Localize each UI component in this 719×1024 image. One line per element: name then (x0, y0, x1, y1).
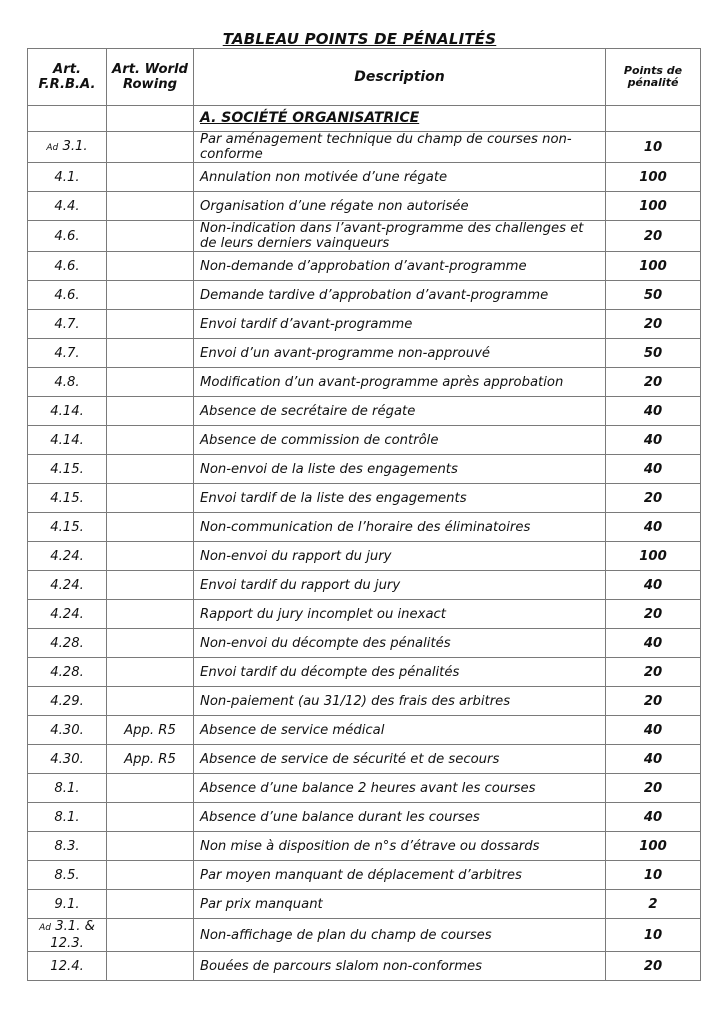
cell-art-world-rowing (107, 571, 194, 600)
cell-description: Envoi tardif de la liste des engagements (194, 484, 606, 513)
table-row (28, 774, 701, 803)
cell-description: Par moyen manquant de déplacement d’arbitres (194, 861, 606, 890)
cell-points: 100 (606, 163, 701, 192)
art-number: 4.15. (50, 490, 84, 506)
art-number: 4.29. (50, 693, 84, 709)
cell-points: 20 (606, 774, 701, 803)
table-row (28, 397, 701, 426)
art-number: 3.1. & 12.3. (50, 919, 95, 951)
cell-points: 20 (606, 368, 701, 397)
cell-description: Absence d’une balance 2 heures avant les courses (194, 774, 606, 803)
cell-art-world-rowing (107, 192, 194, 221)
cell-art-frba (28, 310, 107, 339)
art-number: 4.24. (50, 577, 84, 593)
cell-art-frba (28, 542, 107, 571)
art-number: 3.1. (62, 138, 88, 154)
cell-description: Non-communication de l’horaire des éliminatoires (194, 513, 606, 542)
cell-art-world-rowing (107, 629, 194, 658)
cell-art-world-rowing (107, 890, 194, 919)
cell-points: 20 (606, 310, 701, 339)
cell-points: 40 (606, 426, 701, 455)
cell-points: 40 (606, 513, 701, 542)
table-row (28, 600, 701, 629)
cell-points: 100 (606, 832, 701, 861)
cell-description: Absence de commission de contrôle (194, 426, 606, 455)
cell-description: Non-demande d’approbation d’avant-programme (194, 252, 606, 281)
cell-description: Bouées de parcours slalom non-conformes (194, 952, 606, 981)
cell-description: Par aménagement technique du champ de courses non-conforme (194, 132, 606, 163)
cell-description: Absence de service de sécurité et de secours (194, 745, 606, 774)
art-number: 4.7. (54, 345, 80, 361)
cell-art-frba (28, 221, 107, 252)
cell-art-frba (28, 629, 107, 658)
cell-art-world-rowing (107, 221, 194, 252)
table-row (28, 163, 701, 192)
table-row (28, 368, 701, 397)
cell-art-world-rowing (107, 832, 194, 861)
cell-description: Absence de service médical (194, 716, 606, 745)
cell-points: 50 (606, 281, 701, 310)
table-row (28, 861, 701, 890)
table-row (28, 132, 701, 163)
table-row (28, 629, 701, 658)
cell-description: Par prix manquant (194, 890, 606, 919)
cell-description: Annulation non motivée d’une régate (194, 163, 606, 192)
section-empty-pts (606, 106, 701, 132)
cell-description: Non-paiement (au 31/12) des frais des arbitres (194, 687, 606, 716)
cell-description: Envoi d’un avant-programme non-approuvé (194, 339, 606, 368)
art-number: 8.1. (54, 780, 80, 796)
cell-art-world-rowing (107, 952, 194, 981)
table-row (28, 310, 701, 339)
art-number: 4.14. (50, 432, 84, 448)
table-row (28, 716, 701, 745)
cell-art-frba (28, 132, 107, 163)
table-row (28, 221, 701, 252)
cell-art-world-rowing (107, 132, 194, 163)
cell-art-world-rowing (107, 368, 194, 397)
ad-prefix: Ad (39, 923, 52, 933)
cell-art-world-rowing: App. R5 (107, 745, 194, 774)
cell-art-world-rowing (107, 600, 194, 629)
art-number: 8.3. (54, 838, 80, 854)
cell-art-world-rowing: App. R5 (107, 716, 194, 745)
cell-art-frba (28, 455, 107, 484)
cell-points: 20 (606, 687, 701, 716)
table-row (28, 803, 701, 832)
cell-description: Modification d’un avant-programme après approbation (194, 368, 606, 397)
table-row (28, 542, 701, 571)
table-row (28, 745, 701, 774)
art-number: 4.4. (54, 198, 80, 214)
table-row (28, 252, 701, 281)
cell-points: 10 (606, 919, 701, 952)
cell-art-world-rowing (107, 252, 194, 281)
cell-points: 20 (606, 484, 701, 513)
art-number: 12.4. (50, 958, 84, 974)
cell-art-frba (28, 774, 107, 803)
cell-points: 50 (606, 339, 701, 368)
art-number: 4.14. (50, 403, 84, 419)
cell-art-world-rowing (107, 310, 194, 339)
cell-art-world-rowing (107, 455, 194, 484)
cell-points: 40 (606, 571, 701, 600)
art-number: 4.24. (50, 548, 84, 564)
cell-art-world-rowing (107, 426, 194, 455)
cell-description: Envoi tardif d’avant-programme (194, 310, 606, 339)
cell-points: 20 (606, 221, 701, 252)
table-row (28, 952, 701, 981)
cell-art-frba (28, 163, 107, 192)
cell-art-frba (28, 861, 107, 890)
header-description: Description (194, 49, 606, 106)
cell-description: Organisation d’une régate non autorisée (194, 192, 606, 221)
cell-art-frba (28, 281, 107, 310)
cell-art-frba (28, 745, 107, 774)
cell-description: Non-indication dans l’avant-programme des challenges et de leurs derniers vainqueurs (194, 221, 606, 252)
penalty-table (27, 48, 701, 981)
header-art-frba: Art. F.R.B.A. (28, 49, 107, 106)
cell-art-world-rowing (107, 397, 194, 426)
cell-art-frba (28, 192, 107, 221)
art-number: 9.1. (54, 896, 80, 912)
cell-description: Demande tardive d’approbation d’avant-programme (194, 281, 606, 310)
section-row (28, 106, 701, 132)
cell-art-frba (28, 484, 107, 513)
table-row (28, 832, 701, 861)
cell-art-world-rowing (107, 163, 194, 192)
table-row (28, 339, 701, 368)
cell-art-frba (28, 919, 107, 952)
cell-art-world-rowing (107, 687, 194, 716)
cell-art-frba (28, 952, 107, 981)
art-number: 4.6. (54, 287, 80, 303)
cell-points: 20 (606, 658, 701, 687)
art-number: 8.1. (54, 809, 80, 825)
cell-description: Envoi tardif du décompte des pénalités (194, 658, 606, 687)
art-number: 8.5. (54, 867, 80, 883)
art-number: 4.15. (50, 461, 84, 477)
table-row (28, 426, 701, 455)
cell-art-world-rowing (107, 484, 194, 513)
art-number: 4.6. (54, 228, 80, 244)
cell-description: Non-envoi du rapport du jury (194, 542, 606, 571)
cell-description: Envoi tardif du rapport du jury (194, 571, 606, 600)
table-row (28, 919, 701, 952)
art-number: 4.7. (54, 316, 80, 332)
page-title: TABLEAU POINTS DE PÉNALITÉS (222, 30, 497, 48)
art-number: 4.24. (50, 606, 84, 622)
cell-art-frba (28, 803, 107, 832)
header-row (28, 49, 701, 106)
section-title: A. SOCIÉTÉ ORGANISATRICE (194, 106, 606, 132)
table-row (28, 484, 701, 513)
cell-points: 20 (606, 600, 701, 629)
table-row (28, 192, 701, 221)
table-row (28, 571, 701, 600)
cell-art-world-rowing (107, 281, 194, 310)
table-row (28, 281, 701, 310)
ad-prefix: Ad (46, 142, 59, 153)
cell-art-world-rowing (107, 658, 194, 687)
cell-art-world-rowing (107, 513, 194, 542)
cell-art-frba (28, 687, 107, 716)
cell-art-world-rowing (107, 774, 194, 803)
art-number: 4.28. (50, 664, 84, 680)
cell-points: 10 (606, 132, 701, 163)
cell-description: Non-envoi de la liste des engagements (194, 455, 606, 484)
cell-points: 2 (606, 890, 701, 919)
cell-description: Absence de secrétaire de régate (194, 397, 606, 426)
cell-description: Rapport du jury incomplet ou inexact (194, 600, 606, 629)
cell-points: 40 (606, 803, 701, 832)
cell-art-world-rowing (107, 919, 194, 952)
cell-art-frba (28, 339, 107, 368)
art-number: 4.30. (50, 722, 84, 738)
cell-art-world-rowing (107, 861, 194, 890)
cell-description: Non mise à disposition de n°s d’étrave ou dossards (194, 832, 606, 861)
table-row (28, 687, 701, 716)
cell-points: 40 (606, 397, 701, 426)
art-number: 4.15. (50, 519, 84, 535)
cell-art-frba (28, 658, 107, 687)
cell-points: 100 (606, 252, 701, 281)
cell-art-frba (28, 600, 107, 629)
table-row (28, 890, 701, 919)
cell-art-frba (28, 716, 107, 745)
cell-points: 100 (606, 542, 701, 571)
header-art-world-rowing: Art. World Rowing (107, 49, 194, 106)
art-number: 4.30. (50, 751, 84, 767)
cell-art-frba (28, 426, 107, 455)
cell-art-frba (28, 513, 107, 542)
section-empty-art (28, 106, 107, 132)
cell-description: Non-envoi du décompte des pénalités (194, 629, 606, 658)
header-points: Points de pénalité (606, 49, 701, 106)
cell-points: 40 (606, 629, 701, 658)
cell-points: 40 (606, 745, 701, 774)
table-row (28, 658, 701, 687)
cell-art-world-rowing (107, 803, 194, 832)
cell-points: 10 (606, 861, 701, 890)
section-empty-wr (107, 106, 194, 132)
table-row (28, 455, 701, 484)
cell-points: 100 (606, 192, 701, 221)
cell-art-frba (28, 252, 107, 281)
cell-art-frba (28, 832, 107, 861)
table-row (28, 513, 701, 542)
cell-art-world-rowing (107, 339, 194, 368)
cell-art-frba (28, 571, 107, 600)
cell-points: 20 (606, 952, 701, 981)
cell-art-frba (28, 397, 107, 426)
cell-points: 40 (606, 716, 701, 745)
cell-art-world-rowing (107, 542, 194, 571)
art-number: 4.8. (54, 374, 80, 390)
cell-description: Non-affichage de plan du champ de courses (194, 919, 606, 952)
cell-art-frba (28, 368, 107, 397)
art-number: 4.6. (54, 258, 80, 274)
cell-art-frba (28, 890, 107, 919)
cell-description: Absence d’une balance durant les courses (194, 803, 606, 832)
cell-points: 40 (606, 455, 701, 484)
art-number: 4.28. (50, 635, 84, 651)
art-number: 4.1. (54, 169, 80, 185)
